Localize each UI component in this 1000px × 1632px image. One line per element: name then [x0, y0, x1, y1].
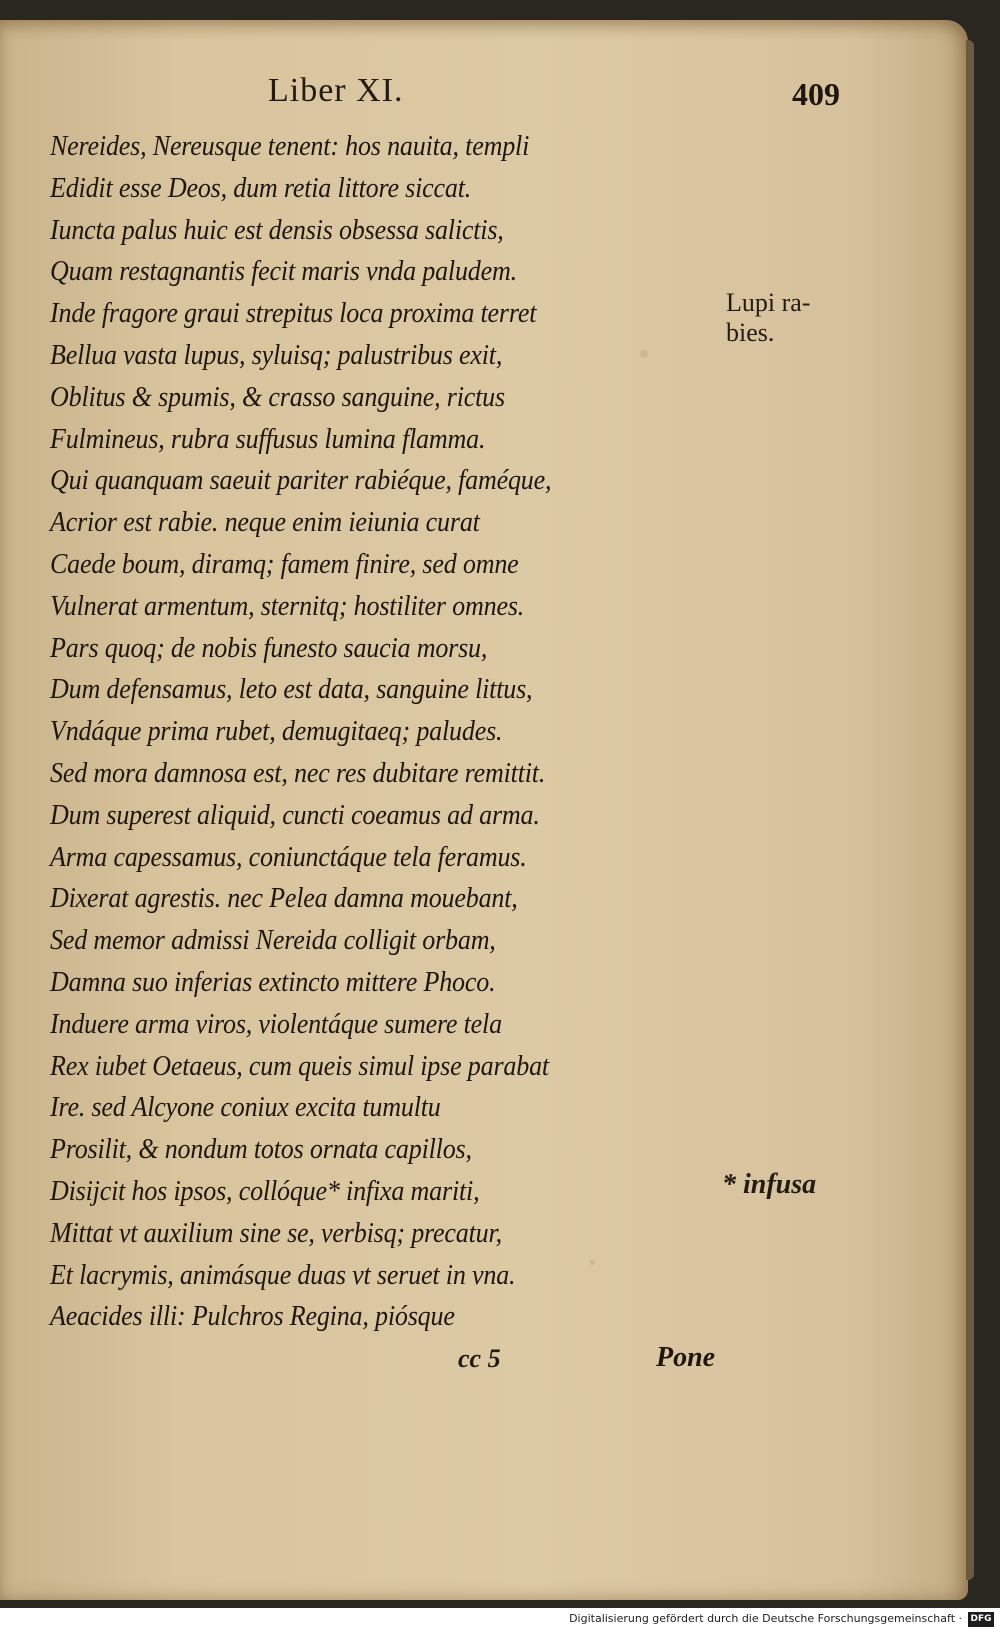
- verse-line: Induere arma viros, violentáque sumere tela: [50, 1008, 502, 1040]
- marginal-note-infusa: * infusa: [722, 1169, 817, 1200]
- verse-text: [50, 126, 690, 1338]
- marginal-note-line: bies.: [726, 318, 775, 347]
- verse-line: Dum defensamus, leto est data, sanguine littus,: [50, 674, 533, 706]
- verse-line: Prosilit, & nondum totos ornata capillos,: [50, 1134, 472, 1166]
- verse-line: Acrior est rabie. neque enim ieiunia curat: [50, 507, 480, 539]
- verse-line: Bellua vasta lupus, syluisq; palustribus exit,: [50, 339, 503, 371]
- verse-line: Arma capessamus, coniunctáque tela feramus.: [50, 841, 527, 873]
- verse-line: Ire. sed Alcyone coniux excita tumultu: [50, 1092, 441, 1124]
- verse-line: Damna suo inferias extincto mittere Phoco.: [50, 966, 496, 998]
- verse-line: Nereides, Nereusque tenent: hos nauita, templi: [50, 131, 530, 162]
- verse-line: Sed memor admissi Nereida colligit orbam,: [50, 925, 496, 957]
- verse-line: Dixerat agrestis. nec Pelea damna mouebant,: [50, 883, 518, 915]
- marginal-note-lupi-rabies: [726, 288, 810, 348]
- verse-line: Fulmineus, rubra suffusus lumina flamma.: [50, 423, 486, 455]
- catchword: Pone: [656, 1342, 716, 1373]
- signature-mark: cc 5: [458, 1344, 501, 1373]
- dfg-logo: DFG: [968, 1612, 994, 1627]
- verse-line: Qui quanquam saeuit pariter rabiéque, faméque,: [50, 465, 552, 497]
- verse-line: Edidit esse Deos, dum retia littore siccat.: [50, 172, 472, 204]
- running-head: Liber XI.: [268, 72, 404, 109]
- verse-line: Pars quoq; de nobis funesto saucia morsu,: [50, 632, 488, 664]
- marginal-note-line: Lupi ra-: [726, 288, 811, 317]
- verse-line: Dum superest aliquid, cuncti coeamus ad arma.: [50, 799, 540, 831]
- verse-line: Sed mora damnosa est, nec res dubitare remittit.: [50, 757, 546, 789]
- verse-line: Vulnerat armentum, sternitq; hostiliter omnes.: [50, 590, 525, 622]
- verse-line: Quam restagnantis fecit maris vnda paludem.: [50, 256, 517, 288]
- funding-credit: Digitalisierung gefördert durch die Deutsche Forschungsgemeinschaft ·: [569, 1612, 962, 1625]
- verse-line: Caede boum, diramq; famem finire, sed omne: [50, 548, 519, 580]
- verse-line: Iuncta palus huic est densis obsessa salictis,: [50, 214, 504, 246]
- verse-line: Et lacrymis, animásque duas vt seruet in vna.: [50, 1259, 516, 1291]
- verse-line: Oblitus & spumis, & crasso sanguine, rictus: [50, 381, 505, 413]
- verse-line: Rex iubet Oetaeus, cum queis simul ipse parabat: [50, 1050, 549, 1082]
- verse-line: Disijcit hos ipsos, collóque* infixa mariti,: [50, 1175, 480, 1207]
- page-number: 409: [792, 76, 840, 112]
- verse-line: Inde fragore graui strepitus loca proxima terret: [50, 298, 537, 330]
- digitization-footer: [0, 1608, 1000, 1632]
- page-edge: [966, 40, 974, 1580]
- verse-line: Mittat vt auxilium sine se, verbisq; precatur,: [50, 1217, 502, 1249]
- verse-line: Aeacides illi: Pulchros Regina, piósque: [50, 1301, 455, 1333]
- verse-line: Vndáque prima rubet, demugitaeq; paludes.: [50, 716, 503, 748]
